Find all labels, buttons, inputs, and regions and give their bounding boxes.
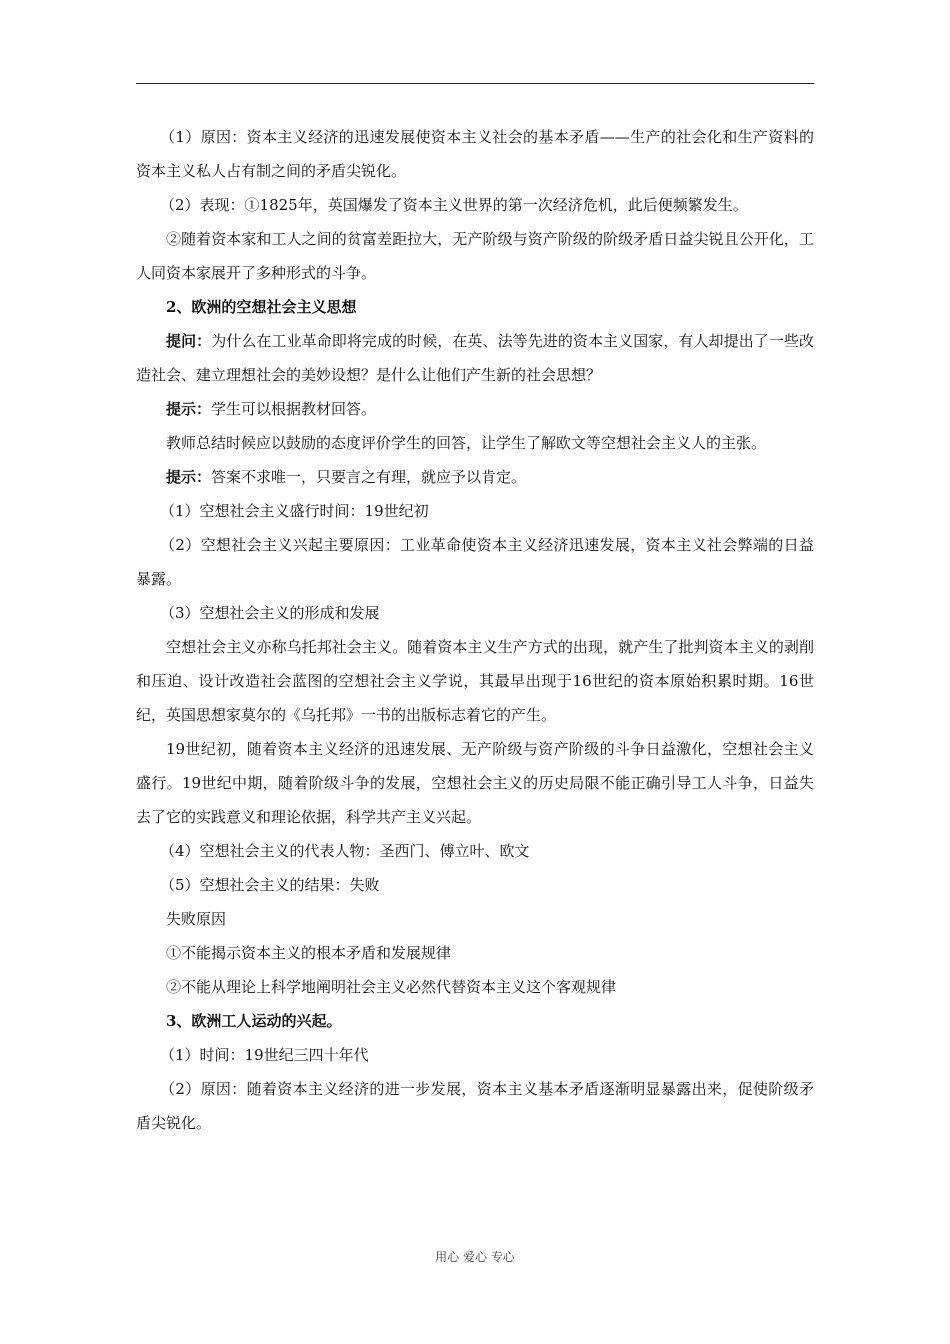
- paragraph-question: 提问：为什么在工业革命即将完成的时候，在英、法等先进的资本主义国家，有人却提出了一些改造社会、建立理想社会的美妙设想？是什么让他们产生新的社会思想？: [136, 332, 814, 384]
- section-heading-utopian: 2、欧洲的空想社会主义思想: [166, 298, 357, 316]
- header-rule: [136, 83, 814, 84]
- paragraph-teacher-summary: 教师总结时候应以鼓励的态度评价学生的回答，让学生了解欧文等空想社会主义人的主张。: [166, 434, 767, 452]
- paragraph-failure-1: ①不能揭示资本主义的根本矛盾和发展规律: [166, 944, 452, 962]
- paragraph-manifestation-2: ②随着资本家和工人之间的贫富差距拉大，无产阶级与资产阶级的阶级矛盾日益尖锐且公开化，工人同资本家展开了多种形式的斗争。: [136, 230, 814, 282]
- paragraph-utopian-19c: 19世纪初，随着资本主义经济的迅速发展、无产阶级与资产阶级的斗争日益激化，空想社会主义盛行。19世纪中期，随着阶级斗争的发展，空想社会主义的历史局限不能正确引导工人斗争，日益失去了它的实践意义和理论依据，科学共产主义兴起。: [136, 740, 814, 826]
- section-heading-labor: 3、欧洲工人运动的兴起。: [166, 1012, 342, 1030]
- paragraph-utopian-origin: 空想社会主义亦称乌托邦社会主义。随着资本主义生产方式的出现，就产生了批判资本主义的剥削和压迫、设计改造社会蓝图的空想社会主义学说，其最早出现于16世纪的资本原始积累时期。16世纪，英国思想家莫尔的《乌托邦》一书的出版标志着它的产生。: [136, 638, 814, 724]
- paragraph-hint-2: 提示：答案不求唯一，只要言之有理，就应予以肯定。: [166, 468, 527, 486]
- paragraph-utopian-cause: （2）空想社会主义兴起主要原因：工业革命使资本主义经济迅速发展，资本主义社会弊端的日益暴露。: [136, 536, 814, 588]
- hint-label: 提示：: [166, 400, 212, 418]
- paragraph-hint-1: 提示：学生可以根据教材回答。: [166, 400, 377, 418]
- paragraph-labor-time: （1）时间：19世纪三四十年代: [160, 1046, 369, 1064]
- paragraph-utopian-figures: （4）空想社会主义的代表人物：圣西门、傅立叶、欧文: [160, 842, 530, 860]
- paragraph-cause: （1）原因：资本主义经济的迅速发展使资本主义社会的基本矛盾——生产的社会化和生产资料的资本主义私人占有制之间的矛盾尖锐化。: [136, 128, 814, 180]
- page-footer: 用心 爱心 专心: [435, 1250, 515, 1264]
- paragraph-failure-reasons: 失败原因: [166, 910, 227, 928]
- question-label: 提问：: [166, 332, 212, 350]
- paragraph-failure-2: ②不能从理论上科学地阐明社会主义必然代替资本主义这个客观规律: [166, 978, 617, 996]
- paragraph-labor-cause: （2）原因：随着资本主义经济的进一步发展，资本主义基本矛盾逐渐明显暴露出来，促使阶级矛盾尖锐化。: [136, 1080, 814, 1132]
- hint-label: 提示：: [166, 468, 212, 486]
- paragraph-utopian-time: （1）空想社会主义盛行时间：19世纪初: [160, 502, 429, 520]
- paragraph-manifestation: （2）表现：①1825年，英国爆发了资本主义世界的第一次经济危机，此后便频繁发生。: [160, 196, 748, 214]
- document-body: [136, 120, 814, 1140]
- paragraph-utopian-result: （5）空想社会主义的结果：失败: [160, 876, 380, 894]
- paragraph-utopian-formation: （3）空想社会主义的形成和发展: [160, 604, 380, 622]
